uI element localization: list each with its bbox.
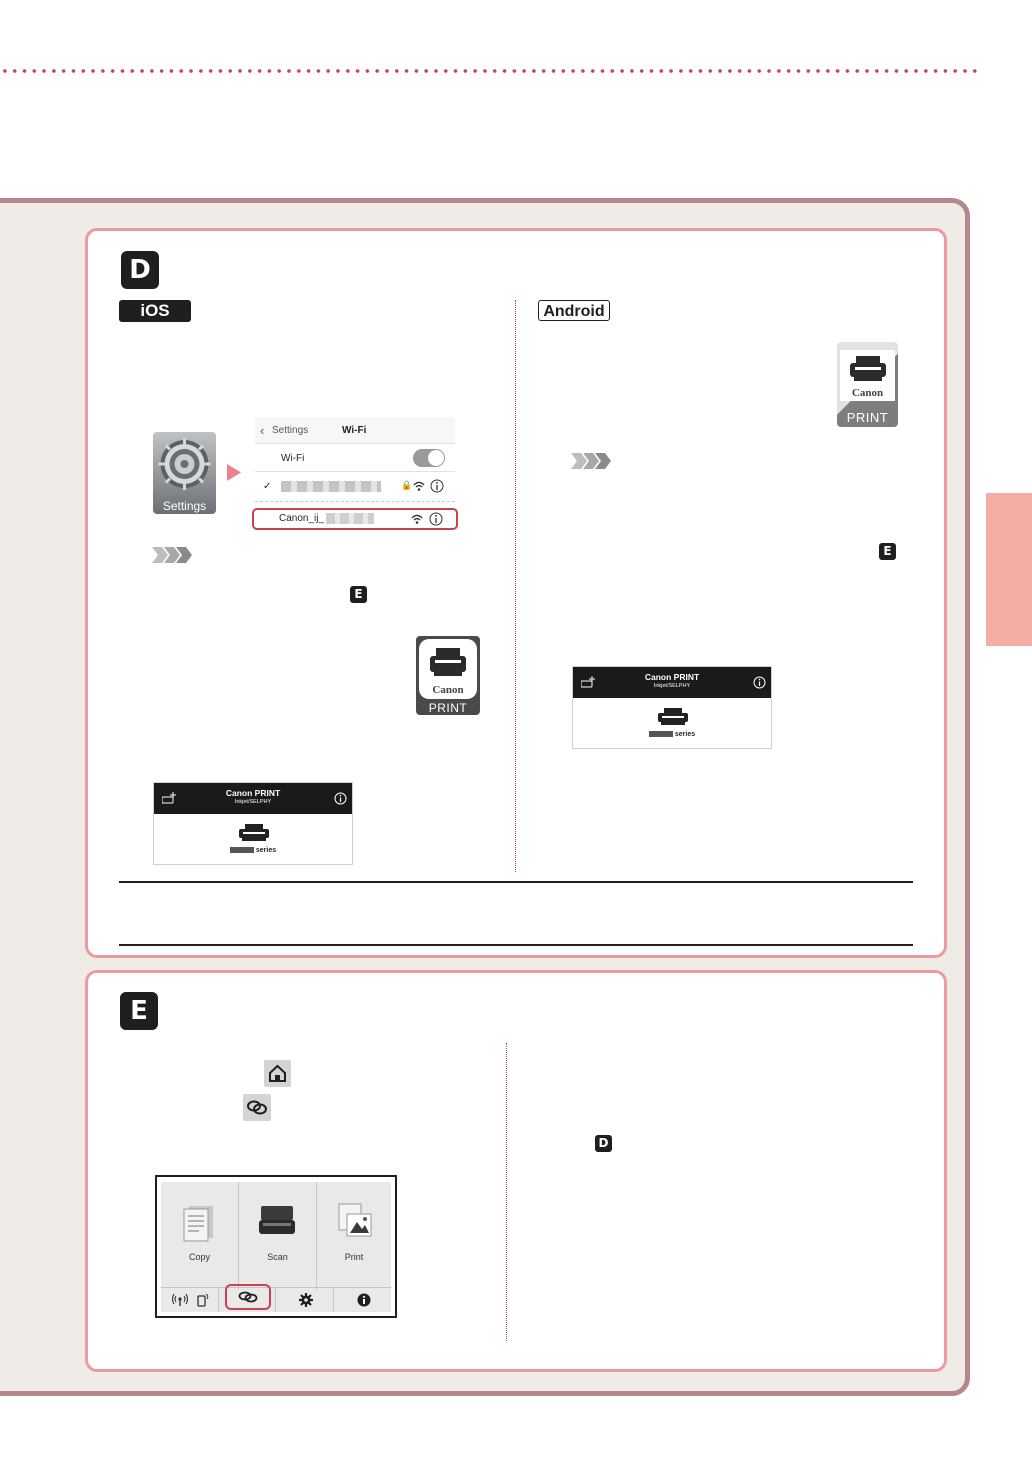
antenna-icon[interactable] [172, 1293, 188, 1307]
wifi-toggle[interactable] [413, 449, 445, 467]
canon-brand: Canon [432, 684, 464, 696]
app-subtitle: Inkjet/SELPHY [653, 683, 691, 689]
printer-icon [850, 356, 886, 382]
blurred-network-name [281, 481, 381, 492]
panel-bottom-bar [161, 1287, 391, 1312]
chevron-arrows-icon [152, 547, 192, 563]
step-d-badge: D [121, 251, 159, 289]
column-divider [506, 1043, 507, 1341]
printer-icon[interactable] [658, 708, 688, 726]
connected-network-row[interactable] [255, 475, 455, 502]
settings-gear-icon [153, 432, 216, 496]
blurred-model [649, 731, 673, 737]
wifi-label: Wi-Fi [281, 453, 305, 464]
info-icon[interactable] [429, 512, 443, 526]
decorative-dotted-line [0, 68, 980, 74]
print-label: PRINT [846, 410, 889, 425]
canon-print-app-icon-ios [416, 636, 480, 715]
back-chevron-icon[interactable]: ‹ [260, 423, 265, 438]
screen-title: Wi-Fi [342, 425, 367, 436]
back-label[interactable]: Settings [272, 425, 309, 436]
checkmark-icon: ✓ [263, 481, 272, 492]
link-button [243, 1094, 271, 1121]
canon-brand: Canon [851, 387, 884, 399]
android-label: Android [538, 300, 610, 321]
copy-tile[interactable] [161, 1182, 239, 1290]
home-icon [264, 1060, 291, 1087]
info-icon[interactable] [334, 792, 347, 805]
scan-tile[interactable] [239, 1182, 317, 1290]
chevron-arrows-icon [571, 453, 611, 469]
link-highlight[interactable] [225, 1284, 271, 1310]
series-label: series [255, 847, 277, 854]
printer-series [154, 847, 352, 854]
info-icon[interactable] [753, 676, 766, 689]
ref-step-e-badge-android: E [879, 543, 896, 560]
printer-icon [430, 648, 466, 678]
step-e-badge: E [120, 992, 158, 1030]
print-photo-icon [337, 1202, 373, 1240]
column-divider [515, 300, 516, 872]
wifi-icon [411, 514, 423, 524]
settings-tile-label: Settings [162, 499, 207, 513]
wifi-toggle-row [255, 445, 455, 472]
divider-top [119, 881, 913, 883]
link-icon [237, 1290, 259, 1304]
scan-icon [259, 1204, 295, 1238]
gear-icon[interactable] [299, 1293, 313, 1307]
ref-step-d-badge: D [595, 1135, 612, 1152]
printer-icon[interactable] [239, 824, 269, 842]
info-icon[interactable] [430, 479, 444, 493]
lock-icon: 🔒 [401, 480, 413, 490]
home-button [264, 1060, 291, 1087]
app-subtitle: Inkjet/SELPHY [234, 799, 272, 805]
blurred-model [230, 847, 254, 853]
print-tile[interactable] [317, 1182, 391, 1290]
ref-step-e-badge-ios: E [350, 586, 367, 603]
settings-app-icon [153, 432, 216, 514]
app-header [573, 667, 771, 698]
app-title: Canon PRINT [225, 788, 281, 798]
wifi-icon [413, 481, 425, 491]
side-tab [986, 493, 1032, 646]
info-icon[interactable] [357, 1293, 371, 1307]
scan-label: Scan [267, 1252, 288, 1262]
canon-print-app-icon-android [837, 342, 898, 427]
ios-label: iOS [119, 300, 191, 322]
arrow-right-icon [227, 464, 241, 481]
canon-print-screen-android [572, 666, 772, 749]
printer-operation-panel [155, 1175, 397, 1318]
blurred-network-suffix [326, 513, 374, 524]
printer-series [573, 731, 771, 738]
app-title: Canon PRINT [644, 672, 700, 682]
divider-bottom [119, 944, 913, 946]
print-label: PRINT [428, 701, 468, 715]
link-icon [243, 1094, 271, 1121]
copy-icon [183, 1204, 215, 1242]
app-header [154, 783, 352, 814]
phone-icon[interactable] [196, 1292, 210, 1307]
canon-network-row[interactable] [252, 508, 458, 530]
series-label: series [674, 731, 696, 738]
network-name: Canon_ij_ [279, 513, 325, 524]
print-label: Print [344, 1252, 364, 1262]
canon-print-screen-ios [153, 782, 353, 865]
wifi-nav-bar [255, 417, 455, 444]
copy-label: Copy [188, 1252, 210, 1262]
